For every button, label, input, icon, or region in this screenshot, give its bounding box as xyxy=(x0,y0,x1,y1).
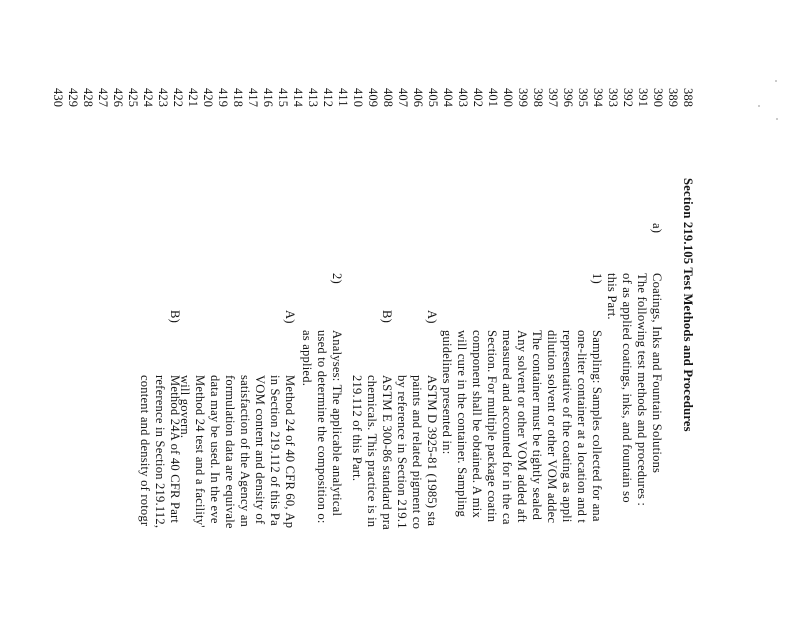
line-number: 388 xyxy=(681,88,695,108)
line-number: 404 xyxy=(441,88,455,108)
line-number: 420 xyxy=(201,88,215,108)
line-number: 406 xyxy=(411,88,425,108)
line-number: 398 xyxy=(531,88,545,108)
line-number: 412 xyxy=(321,88,335,108)
line-number: 421 xyxy=(186,88,200,108)
item-1-sub-a-line: ASTM D 3925-81 (1985) sta xyxy=(425,375,439,527)
item-1-sub-a-label: A) xyxy=(425,310,439,324)
item-1-line: Sampling: Samples collected for ana xyxy=(590,330,604,522)
item-2-line: Analyses: The applicable analytical xyxy=(330,330,344,517)
section-heading: Section 219.105 Test Methods and Procedures xyxy=(681,178,695,432)
item-2-label: 2) xyxy=(330,273,344,284)
line-number: 389 xyxy=(666,88,680,108)
item-1-line: The container must be tightly sealed xyxy=(530,330,544,521)
line-number: 415 xyxy=(276,88,290,108)
item-1-line: representative of the coating as appli xyxy=(560,330,574,523)
line-number: 402 xyxy=(471,88,485,108)
item-1-sub-b-line: chemicals. This practice is in xyxy=(365,375,379,528)
line-number: 419 xyxy=(216,88,230,108)
item-1-sub-a-line: by reference in Section 219.1 xyxy=(395,375,409,529)
item-1-sub-b-line: 219.112 of this Part. xyxy=(350,375,364,482)
item-2-line: used to determine the composition o: xyxy=(315,330,329,524)
item-2-sub-a-line: Method 24 test and a facility' xyxy=(193,375,207,528)
item-2-sub-b-line: reference in Section 219.112, xyxy=(153,375,167,529)
line-number: 401 xyxy=(486,88,500,108)
line-number: 395 xyxy=(576,88,590,108)
line-number: 390 xyxy=(651,88,665,108)
line-number: 392 xyxy=(621,88,635,108)
item-2-sub-a-line: satisfaction of the Agency an xyxy=(238,375,252,527)
line-number: 417 xyxy=(246,88,260,108)
item-2-sub-a-line: Method 24 of 40 CFR 60, Ap xyxy=(283,375,297,529)
item-2-sub-a-line: data may be used. In the eve xyxy=(208,375,222,524)
line-number: 424 xyxy=(141,88,155,108)
line-number: 427 xyxy=(96,88,110,108)
line-number: 409 xyxy=(366,88,380,108)
line-number: 410 xyxy=(351,88,365,108)
line-number: 418 xyxy=(231,88,245,108)
line-number: 391 xyxy=(636,88,650,108)
item-2-sub-b-line: content and density of rotogr xyxy=(138,375,152,527)
line-number: 393 xyxy=(606,88,620,108)
item-1-line: dilution solvent or other VOM addec xyxy=(545,330,559,524)
intro-line: of as applied coatings, inks, and fountain so xyxy=(620,273,634,503)
line-number: 429 xyxy=(66,88,80,108)
line-number: 394 xyxy=(591,88,605,108)
item-1-line: one-liter container at a location and t xyxy=(575,330,589,524)
item-1-label: 1) xyxy=(590,273,604,284)
item-1-line: will cure in the container. Sampling xyxy=(455,330,469,517)
line-number: 400 xyxy=(501,88,515,108)
item-2-sub-a-line: in Section 219.112 of this Pa xyxy=(268,375,282,526)
line-number: 428 xyxy=(81,88,95,108)
line-number: 413 xyxy=(306,88,320,108)
line-number: 430 xyxy=(51,88,65,108)
line-number: 422 xyxy=(171,88,185,108)
item-2-sub-a-line: will govern. xyxy=(178,375,192,439)
line-number: 397 xyxy=(546,88,560,108)
item-2-sub-b-label: B) xyxy=(168,310,182,323)
line-number: 416 xyxy=(261,88,275,108)
item-1-line: guidelines presented in: xyxy=(440,330,454,455)
line-number: 396 xyxy=(561,88,575,108)
line-number: 403 xyxy=(456,88,470,108)
item-1-line: measured and accounted for in the ca xyxy=(500,330,514,525)
line-number: 405 xyxy=(426,88,440,108)
line-number: 423 xyxy=(156,88,170,108)
line-number: 414 xyxy=(291,88,305,108)
item-2-sub-a-line: VOM content and density of xyxy=(253,375,267,525)
item-1-sub-b-line: ASTM E 300-86 standard pra xyxy=(380,375,394,530)
item-2-sub-a-line: formulation data are equivale xyxy=(223,375,237,529)
item-1-line: component shall be obtained. A mix xyxy=(470,330,484,518)
line-number: 408 xyxy=(381,88,395,108)
line-number: 407 xyxy=(396,88,410,108)
item-1-line: Section. For multiple package coatin xyxy=(485,330,499,523)
line-number: 425 xyxy=(126,88,140,108)
item-1-sub-b-label: B) xyxy=(380,310,394,323)
line-number: 399 xyxy=(516,88,530,108)
line-number: 411 xyxy=(336,88,350,107)
item-2-sub-b-line: Method 24A of 40 CFR Part xyxy=(168,375,182,524)
line-number: 426 xyxy=(111,88,125,108)
item-a-label: a) xyxy=(650,223,664,234)
intro-line: The following test methods and procedures : xyxy=(635,273,649,507)
item-2-line: as applied. xyxy=(300,330,314,387)
item-1-sub-a-line: paints and related pigment co xyxy=(410,375,424,530)
item-2-sub-a-label: A) xyxy=(283,310,297,324)
intro-line: this Part. xyxy=(605,273,619,320)
item-1-line: Any solvent or other VOM added aft xyxy=(515,330,529,523)
item-a-title: Coatings, Inks and Fountain Solutions xyxy=(650,273,664,474)
